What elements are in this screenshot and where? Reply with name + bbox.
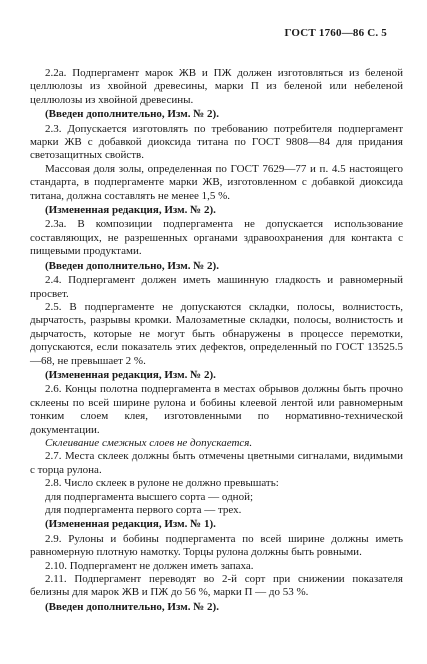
- document-body: [30, 67, 403, 615]
- paragraph-2-11: 2.11. Подпергамент переводят во 2-й сорт при снижении показателя белизны для марок ЖВ и ПЖ до 56 %, марки П — до 53 %.: [30, 573, 403, 599]
- paragraph-2-7: 2.7. Места склеек должны быть отмечены цветными сигналами, видимыми с торца рулона.: [30, 450, 403, 476]
- edit-note: (Измененная редакция, Изм. № 2).: [45, 368, 216, 381]
- edit-note: (Введен дополнительно, Изм. № 2).: [45, 108, 219, 121]
- paragraph-2-2a: 2.2а. Подпергамент марок ЖВ и ПЖ должен изготовляться из беленой целлюлозы из хвойной древесины, марки П из беленой или небеленой целлюлозы из хвойной древесины.: [30, 67, 403, 106]
- page-header: ГОСТ 1760—86 С. 5: [284, 27, 387, 39]
- paragraph-2-3: 2.3. Допускается изготовлять по требованию потребителя подпергамент марки ЖВ с добавкой диоксида титана по ГОСТ 9808—84 для придания светозащитных свойств.: [30, 122, 403, 162]
- paragraph-2-5: 2.5. В подпергаменте не допускаются складки, полосы, волнистость, дырчатость, разрывы кромки. Малозаметные складки, полосы, волнистость и дырчатость, которые не могут быть обнаружены в процессе перемотки, допускаются, если показатель этих дефектов, определенный по ГОСТ 13525.5—68, не превышает 2 %.: [30, 300, 403, 367]
- paragraph-2-9: 2.9. Рулоны и бобины подпергамента по всей ширине должны иметь равномерную плотную намотку. Торцы рулона должны быть ровными.: [30, 532, 403, 559]
- edit-note: (Измененная редакция, Изм. № 2).: [45, 204, 216, 217]
- paragraph-first-grade: для подпергамента первого сорта — трех.: [45, 504, 242, 516]
- paragraph-2-3a: 2.3а. В композиции подпергамента не допускается использование составляющих, не разрешенных органами здравоохранения для контакта с пищевыми продуктами.: [30, 218, 403, 258]
- paragraph-2-4: 2.4. Подпергамент должен иметь машинную гладкость и равномерный просвет.: [30, 274, 403, 300]
- paragraph-2-6: 2.6. Концы полотна подпергамента в местах обрывов должны быть прочно склеены по всей ширине рулона и бобины клеевой лентой или равномерным тонким слоем клея, изготовленными по нормативно-технической документации.: [30, 383, 403, 436]
- edit-note: (Измененная редакция, Изм. № 1).: [45, 518, 216, 531]
- edit-note: (Введен дополнительно, Изм. № 2).: [45, 259, 219, 272]
- paragraph-2-10: 2.10. Подпергамент не должен иметь запаха.: [45, 559, 254, 572]
- paragraph-2-8: 2.8. Число склеек в рулоне не должно превышать:: [45, 477, 279, 490]
- paragraph-ash-content: Массовая доля золы, определенная по ГОСТ 7629—77 и п. 4.5 настоящего стандарта, в подпергаменте марки ЖВ, изготовленном с добавкой диоксида титана, должна составлять не менее 1,5 %.: [30, 162, 403, 202]
- paragraph-highest-grade: для подпергамента высшего сорта — одной;: [45, 490, 254, 503]
- paragraph-gluing-note: Склеивание смежных слоев не допускается.: [45, 436, 253, 449]
- edit-note: (Введен дополнительно, Изм. № 2).: [45, 600, 219, 613]
